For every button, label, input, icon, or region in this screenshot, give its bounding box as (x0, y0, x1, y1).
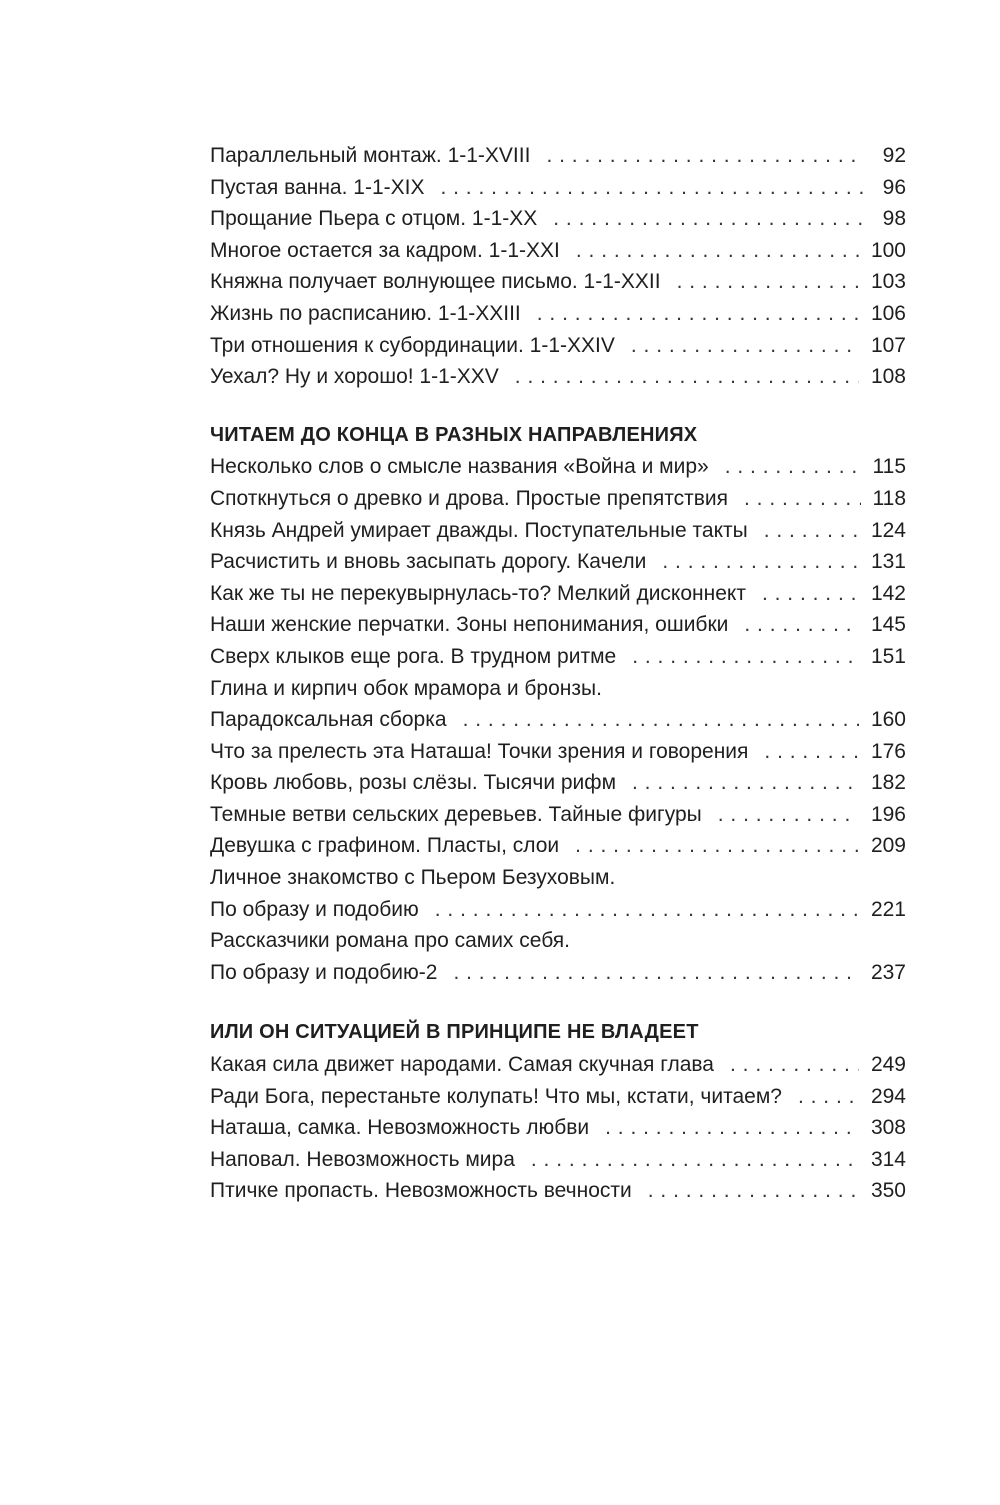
toc-entry-page-number: 100 (870, 238, 906, 262)
toc-entry-page-number: 103 (870, 270, 906, 294)
dot-leader (435, 894, 859, 926)
toc-entry-title: Расчистить и вновь засыпать дорогу. Качели (210, 550, 647, 574)
toc-entry-page-number: 221 (870, 897, 906, 921)
dot-leader (632, 767, 859, 799)
dot-leader (764, 515, 859, 547)
toc-entry (210, 1112, 906, 1144)
toc-entry (210, 641, 906, 673)
toc-entry-title: Несколько слов о смысле названия «Война и мир» (210, 455, 709, 479)
toc-entry-title: Глина и кирпич обок мрамора и бронзы. (210, 676, 602, 700)
section-heading: ЧИТАЕМ ДО КОНЦА В РАЗНЫХ НАПРАВЛЕНИЯХ (210, 423, 698, 446)
toc-entry-page-number: 294 (870, 1084, 906, 1108)
toc-entry-title: Жизнь по расписанию. 1-1-XXIII (210, 301, 521, 325)
toc-entry (210, 451, 906, 483)
dot-leader (605, 1112, 859, 1144)
toc-entry-title: Многое остается за кадром. 1-1-XXI (210, 238, 560, 262)
toc-entry-page-number: 98 (882, 207, 906, 231)
dot-leader (662, 546, 859, 578)
toc-entry (210, 1175, 906, 1207)
toc-entry-page-number: 350 (870, 1179, 906, 1203)
dot-leader (798, 1081, 859, 1113)
toc-entry-title: Наповал. Невозможность мира (210, 1147, 515, 1171)
toc-section-2 (210, 451, 906, 988)
toc-entry-title: Что за прелесть эта Наташа! Точки зрения и говорения (210, 739, 749, 763)
toc-entry (210, 894, 906, 926)
toc-entry (210, 515, 906, 547)
toc-entry-page-number: 92 (882, 144, 906, 167)
dot-leader (631, 330, 859, 362)
dot-leader (537, 298, 859, 330)
toc-entry-title: Сверх клыков еще рога. В трудном ритме (210, 644, 617, 668)
toc-entry (210, 361, 906, 393)
dot-leader (725, 451, 861, 483)
toc-entry-page-number: 142 (870, 581, 906, 605)
dot-leader (463, 704, 859, 736)
toc-section-3 (210, 1049, 906, 1207)
toc-entry (210, 235, 906, 267)
toc-entry-title: Наши женские перчатки. Зоны непонимания, ошибки (210, 613, 729, 637)
toc-entry-page-number: 115 (872, 455, 906, 479)
toc-entry (210, 799, 906, 831)
toc-entry (210, 298, 906, 330)
toc-entry (210, 330, 906, 362)
toc-entry (210, 140, 906, 172)
toc-entry (210, 1081, 906, 1113)
toc-entry-title: Уехал? Ну и хорошо! 1-1-XXV (210, 365, 499, 389)
toc-entry-page-number: 314 (870, 1147, 906, 1171)
toc-entry-page-number: 124 (870, 518, 906, 542)
toc-entry-page-number: 145 (870, 613, 906, 637)
toc-entry-title: Темные ветви сельских деревьев. Тайные фигуры (210, 802, 702, 826)
toc-entry-title: Параллельный монтаж. 1-1-XVIII (210, 144, 531, 167)
dot-leader (546, 140, 864, 172)
toc-entry-title: Какая сила движет народами. Самая скучная глава (210, 1053, 714, 1077)
dot-leader (575, 830, 859, 862)
toc-entry-page-number: 107 (870, 333, 906, 357)
dot-leader (576, 235, 859, 267)
toc-entry-title: Князь Андрей умирает дважды. Поступательные такты (210, 518, 748, 542)
toc-entry-page-number: 106 (870, 301, 906, 325)
toc-entry-title: Споткнуться о древко и дрова. Простые препятствия (210, 486, 728, 510)
toc-entry-title: Пустая ванна. 1-1-XIX (210, 175, 425, 199)
toc-entry-page-number: 182 (870, 771, 906, 795)
toc-entry (210, 862, 906, 894)
toc-entry-title: Рассказчики романа про самих себя. (210, 929, 570, 953)
toc-entry (210, 546, 906, 578)
dot-leader (632, 641, 859, 673)
toc-entry (210, 957, 906, 989)
toc-entry-title: Княжна получает волнующее письмо. 1-1-XXII (210, 270, 661, 294)
dot-leader (531, 1144, 859, 1176)
dot-leader (730, 1049, 859, 1081)
toc-entry-page-number: 176 (870, 739, 906, 763)
dot-leader (677, 266, 859, 298)
toc-entry-title: Ради Бога, перестаньте колупать! Что мы, кстати, читаем? (210, 1084, 782, 1108)
toc-entry (210, 736, 906, 768)
toc-entry (210, 609, 906, 641)
toc-entry-page-number: 308 (870, 1116, 906, 1140)
dot-leader (553, 203, 864, 235)
dot-leader (762, 578, 859, 610)
toc-entry-page-number: 108 (870, 365, 906, 389)
toc-entry (210, 925, 906, 957)
dot-leader (515, 361, 859, 393)
toc-entry (210, 830, 906, 862)
toc-entry (210, 266, 906, 298)
toc-entry-title: Наташа, самка. Невозможность любви (210, 1116, 590, 1140)
toc-entry (210, 578, 906, 610)
dot-leader (718, 799, 859, 831)
toc-entry-title: Птичке пропасть. Невозможность вечности (210, 1179, 632, 1203)
toc-entry-page-number: 196 (870, 802, 906, 826)
toc-entry-title: По образу и подобию (210, 897, 419, 921)
dot-leader (764, 736, 859, 768)
table-of-contents (210, 140, 906, 1207)
toc-entry-title: Три отношения к субординации. 1-1-XXIV (210, 333, 615, 357)
toc-entry (210, 172, 906, 204)
toc-entry-title: Личное знакомство с Пьером Безуховым. (210, 866, 616, 890)
section-heading: ИЛИ ОН СИТУАЦИЕЙ В ПРИНЦИПЕ НЕ ВЛАДЕЕТ (210, 1021, 699, 1044)
toc-entry (210, 483, 906, 515)
toc-entry-page-number: 151 (870, 644, 906, 668)
toc-entry-page-number: 118 (872, 486, 906, 510)
toc-entry-page-number: 209 (870, 834, 906, 858)
toc-entry-page-number: 160 (870, 708, 906, 732)
toc-entry-title: Прощание Пьера с отцом. 1-1-XX (210, 207, 538, 231)
dot-leader (744, 483, 861, 515)
toc-entry-title: Кровь любовь, розы слёзы. Тысячи рифм (210, 771, 617, 795)
toc-group-1 (210, 140, 906, 393)
toc-entry (210, 704, 906, 736)
dot-leader (648, 1175, 859, 1207)
dot-leader (440, 172, 864, 204)
toc-entry-page-number: 96 (882, 175, 906, 199)
toc-entry-title: Как же ты не перекувырнулась-то? Мелкий дисконнект (210, 581, 746, 605)
toc-entry-title: Девушка с графином. Пласты, слои (210, 834, 560, 858)
toc-entry (210, 1144, 906, 1176)
toc-entry (210, 673, 906, 705)
toc-entry-page-number: 249 (870, 1053, 906, 1077)
toc-entry-title: По образу и подобию-2 (210, 960, 438, 984)
dot-leader (453, 957, 859, 989)
toc-entry (210, 1049, 906, 1081)
dot-leader (744, 609, 859, 641)
toc-entry-page-number: 237 (870, 960, 906, 984)
toc-entry-title: Парадоксальная сборка (210, 708, 447, 732)
toc-entry-page-number: 131 (870, 550, 906, 574)
toc-entry (210, 203, 906, 235)
toc-entry (210, 767, 906, 799)
